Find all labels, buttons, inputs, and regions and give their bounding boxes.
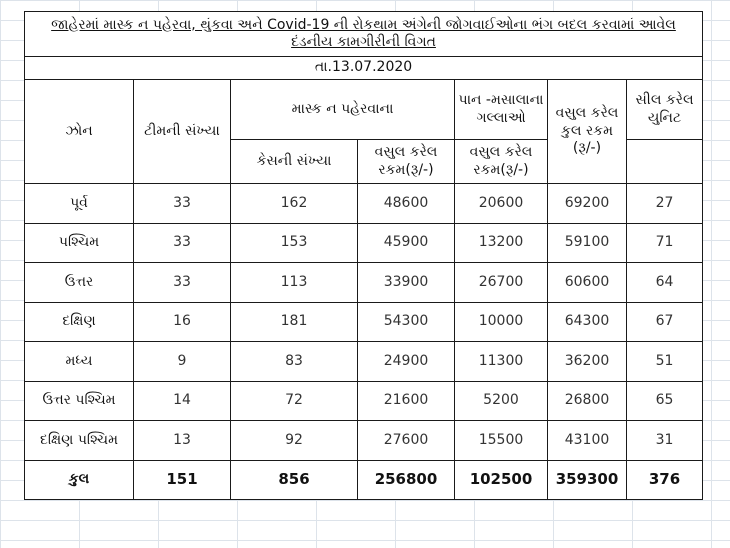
- title-line-1: જાહેરમાં માસ્ક ન પહેરવા, થુંકવા અને Covid-19 ની રોકથામ અંગેની જોગવાઈઓના ભંગ બદલ કરવામાં આવેલ: [51, 16, 676, 33]
- mask-amount-cell: 54300: [358, 302, 455, 342]
- zone-cell: ઉત્તર: [25, 263, 134, 303]
- mask-amount-cell: 24900: [358, 342, 455, 382]
- header-sealed-blank: [627, 140, 703, 184]
- total-row: [25, 460, 703, 499]
- zone-cell: પૂર્વ: [25, 184, 134, 224]
- header-cases: કેસની સંખ્યા: [231, 140, 358, 184]
- teams-cell: 9: [134, 342, 231, 382]
- header-sealed: સીલ કરેલ યુનિટ: [627, 80, 703, 140]
- pan-amount-cell: 20600: [455, 184, 548, 224]
- pan-amount-cell: 13200: [455, 223, 548, 263]
- total-label: કુલ: [25, 460, 134, 499]
- header-mask-amount: વસુલ કરેલ રકમ(રૂ/-): [358, 140, 455, 184]
- pan-amount-cell: 11300: [455, 342, 548, 382]
- zone-cell: દક્ષિણ પશ્ચિમ: [25, 421, 134, 461]
- cases-cell: 153: [231, 223, 358, 263]
- total-teams: 151: [134, 460, 231, 499]
- table-row: [25, 421, 703, 461]
- mask-amount-cell: 21600: [358, 381, 455, 421]
- table-row: [25, 302, 703, 342]
- penalty-table: [24, 11, 703, 500]
- pan-amount-cell: 15500: [455, 421, 548, 461]
- teams-cell: 33: [134, 184, 231, 224]
- sealed-cell: 51: [627, 342, 703, 382]
- zone-cell: ઉત્તર પશ્ચિમ: [25, 381, 134, 421]
- header-pan: પાન -મસાલાના ગલ્લાઓ: [455, 80, 548, 140]
- header-teams: ટીમની સંખ્યા: [134, 80, 231, 184]
- teams-cell: 33: [134, 263, 231, 303]
- total-amount-cell: 59100: [548, 223, 627, 263]
- total-sealed: 376: [627, 460, 703, 499]
- header-zone: ઝોન: [25, 80, 134, 184]
- table-row: [25, 263, 703, 303]
- sealed-cell: 64: [627, 263, 703, 303]
- total-amount: 359300: [548, 460, 627, 499]
- sealed-cell: 27: [627, 184, 703, 224]
- total-amount-cell: 69200: [548, 184, 627, 224]
- cases-cell: 113: [231, 263, 358, 303]
- sealed-cell: 65: [627, 381, 703, 421]
- header-mask: માસ્ક ન પહેરવાના: [231, 80, 455, 140]
- cases-cell: 83: [231, 342, 358, 382]
- cases-cell: 162: [231, 184, 358, 224]
- teams-cell: 16: [134, 302, 231, 342]
- teams-cell: 14: [134, 381, 231, 421]
- zone-cell: દક્ષિણ: [25, 302, 134, 342]
- mask-amount-cell: 48600: [358, 184, 455, 224]
- table-row: [25, 223, 703, 263]
- table-row: [25, 342, 703, 382]
- pan-amount-cell: 10000: [455, 302, 548, 342]
- total-amount-cell: 64300: [548, 302, 627, 342]
- zone-cell: મધ્ય: [25, 342, 134, 382]
- total-amount-cell: 60600: [548, 263, 627, 303]
- mask-amount-cell: 27600: [358, 421, 455, 461]
- sealed-cell: 31: [627, 421, 703, 461]
- teams-cell: 33: [134, 223, 231, 263]
- total-pan-amount: 102500: [455, 460, 548, 499]
- cases-cell: 181: [231, 302, 358, 342]
- total-amount-cell: 36200: [548, 342, 627, 382]
- sealed-cell: 71: [627, 223, 703, 263]
- report-date: તા.13.07.2020: [25, 57, 703, 80]
- table-title: [25, 12, 703, 57]
- cases-cell: 72: [231, 381, 358, 421]
- cases-cell: 92: [231, 421, 358, 461]
- pan-amount-cell: 5200: [455, 381, 548, 421]
- mask-amount-cell: 33900: [358, 263, 455, 303]
- header-total-amount: વસુલ કરેલ કુલ રકમ (રૂ/-): [548, 80, 627, 184]
- total-amount-cell: 26800: [548, 381, 627, 421]
- total-mask-amount: 256800: [358, 460, 455, 499]
- total-amount-cell: 43100: [548, 421, 627, 461]
- sealed-cell: 67: [627, 302, 703, 342]
- header-pan-amount: વસુલ કરેલ રકમ(રૂ/-): [455, 140, 548, 184]
- table-row: [25, 381, 703, 421]
- table-row: [25, 184, 703, 224]
- title-line-2: દંડનીય કામગીરીની વિગત: [291, 34, 436, 50]
- pan-amount-cell: 26700: [455, 263, 548, 303]
- total-cases: 856: [231, 460, 358, 499]
- zone-cell: પશ્ચિમ: [25, 223, 134, 263]
- teams-cell: 13: [134, 421, 231, 461]
- mask-amount-cell: 45900: [358, 223, 455, 263]
